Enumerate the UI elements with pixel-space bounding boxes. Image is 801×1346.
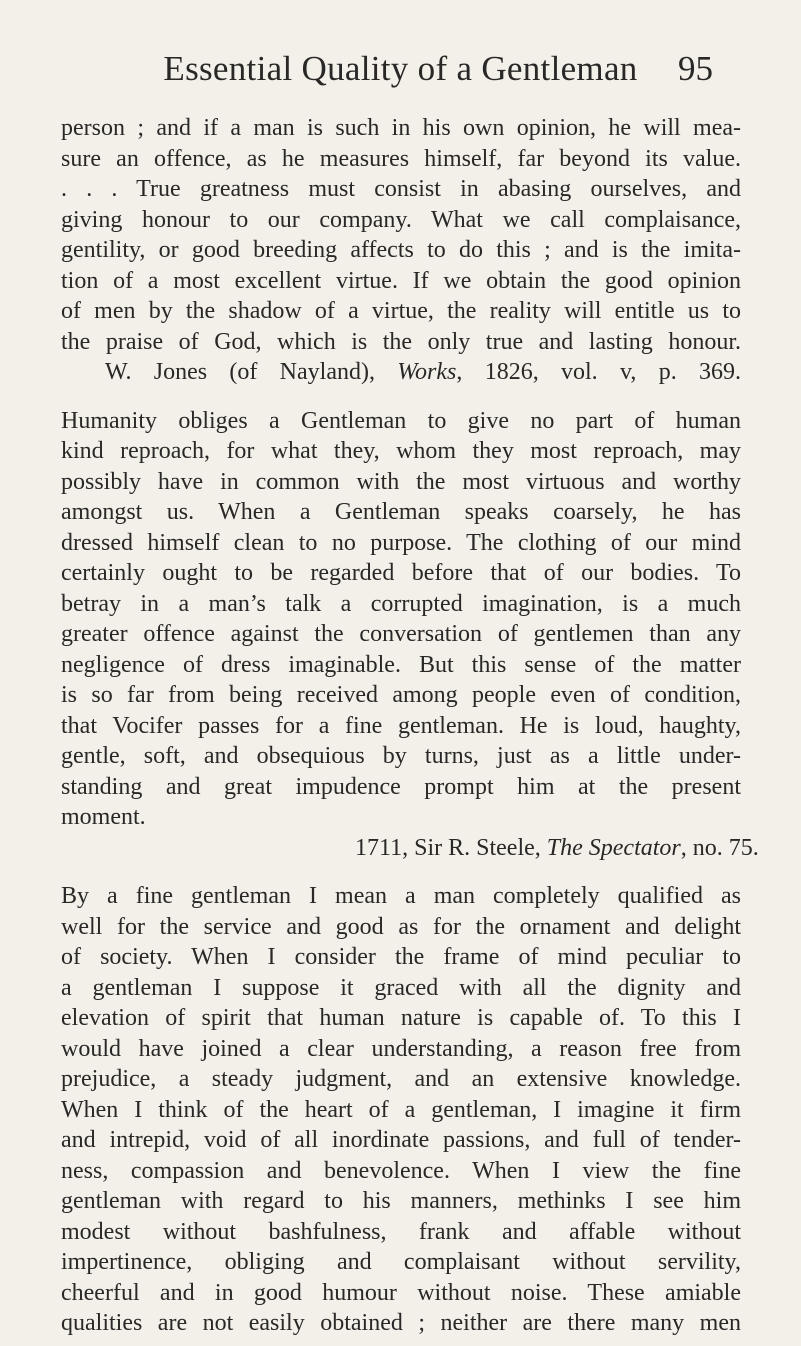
text-line: By a fine gentleman I mean a man completely qualified as <box>61 883 741 909</box>
body-text <box>61 113 759 1339</box>
text-line: certainly ought to be regarded before that of our bodies. To <box>61 560 741 586</box>
text-line: the praise of God, which is the only true and lasting honour. <box>61 328 741 355</box>
text-line: giving honour to our company. What we call complaisance, <box>61 206 741 233</box>
text-line: standing and great impudence prompt him at the present <box>61 773 741 800</box>
citation-steele <box>61 833 759 864</box>
text-line: possibly have in common with the most virtuous and worthy <box>61 468 741 495</box>
citation-work: The Spectator <box>546 834 681 861</box>
text-line: elevation of spirit that human nature is capable of. To this I <box>61 1005 741 1031</box>
citation-jones <box>61 357 741 388</box>
text-line: modest without bashfulness, frank and affable without <box>61 1218 741 1245</box>
text-line: prejudice, a steady judgment, and an extensive knowledge. <box>61 1066 741 1092</box>
text-line: greater offence against the conversation of gentlemen than any <box>61 621 741 647</box>
text-line: gentility, or good breeding affects to do this ; and is the imita- <box>61 237 741 263</box>
text-line: ness, compassion and benevolence. When I view the fine <box>61 1157 741 1184</box>
text-line: and intrepid, void of all inordinate passions, and full of tender- <box>61 1127 741 1153</box>
text-line: person ; and if a man is such in his own opinion, he will mea- <box>61 115 741 141</box>
citation-details: , no. 75. <box>680 834 759 861</box>
text-line: kind reproach, for what they, whom they most reproach, may <box>61 438 741 464</box>
text-line: sure an offence, as he measures himself, far beyond its value. <box>61 145 741 172</box>
text-line: When I think of the heart of a gentleman, I imagine it firm <box>61 1096 741 1123</box>
text-line: well for the service and good as for the ornament and delight <box>61 913 741 940</box>
text-line: tion of a most excellent virtue. If we obtain the good opinion <box>61 267 741 294</box>
text-line: dressed himself clean to no purpose. The clothing of our mind <box>61 529 741 556</box>
page-number: 95 <box>678 49 713 88</box>
text-line: would have joined a clear understanding, a reason free from <box>61 1035 741 1062</box>
text-line: that Vocifer passes for a fine gentleman. He is loud, haughty, <box>61 712 741 739</box>
text-line: amongst us. When a Gentleman speaks coarsely, he has <box>61 499 741 525</box>
running-title: Essential Quality of a Gentleman <box>163 49 638 88</box>
citation-work: Works <box>397 359 457 385</box>
page-header <box>0 44 801 94</box>
passage-fine-gentleman <box>61 881 741 1339</box>
text-line: of society. When I consider the frame of mind peculiar to <box>61 944 741 970</box>
text-line: cheerful and in good humour without noise. These amiable <box>61 1279 741 1306</box>
citation-details: , 1826, vol. v, p. 369. <box>456 359 742 385</box>
citation-author: 1711, Sir R. Steele, <box>355 834 547 861</box>
text-line: betray in a man’s talk a corrupted imagination, is a much <box>61 590 741 617</box>
text-line: . . . True greatness must consist in abasing ourselves, and <box>61 176 741 202</box>
text-line: Humanity obliges a Gentleman to give no part of human <box>61 407 741 434</box>
text-line: is so far from being received among people even of condition, <box>61 682 741 708</box>
text-line: gentle, soft, and obsequious by turns, just as a little under- <box>61 743 741 769</box>
text-line: negligence of dress imaginable. But this sense of the matter <box>61 651 741 678</box>
text-line: moment. <box>61 804 146 830</box>
citation-author: W. Jones (of Nayland), <box>105 359 398 385</box>
text-line: impertinence, obliging and complaisant without servility, <box>61 1249 741 1275</box>
text-line: gentleman with regard to his manners, methinks I see him <box>61 1188 741 1214</box>
passage-steele <box>61 406 759 864</box>
text-line: qualities are not easily obtained ; neither are there many men <box>61 1310 741 1336</box>
passage-jones <box>61 113 741 388</box>
text-line: a gentleman I suppose it graced with all the dignity and <box>61 974 741 1001</box>
text-line: of men by the shadow of a virtue, the reality will entitle us to <box>61 298 741 324</box>
